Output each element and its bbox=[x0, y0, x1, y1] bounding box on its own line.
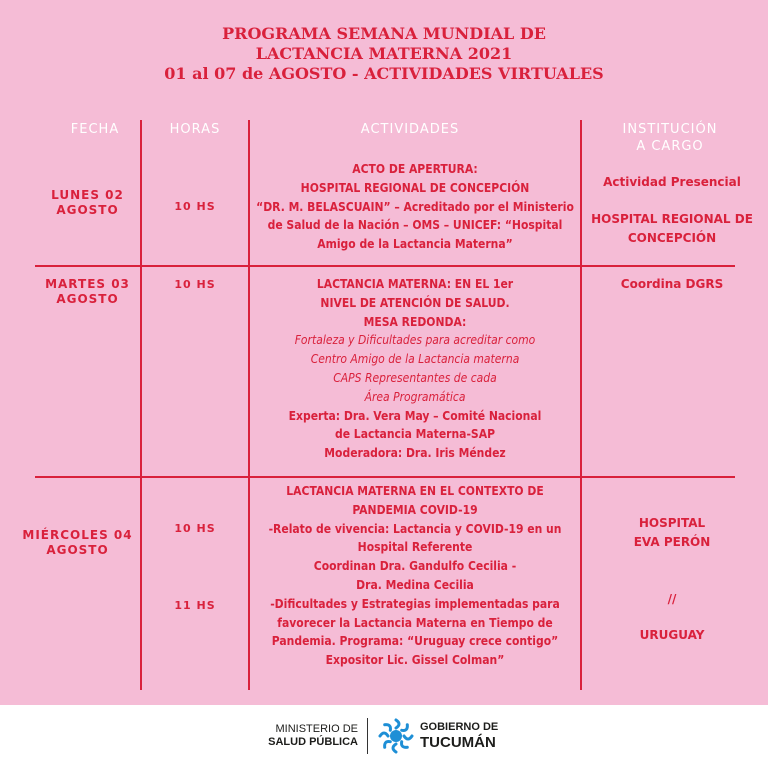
row-1-inst-line: CONCEPCIÓN bbox=[627, 230, 717, 245]
row-2-act-line: LACTANCIA MATERNA: EN EL 1er bbox=[316, 277, 514, 291]
row-3-act-line: -Dificultades y Estrategias implementadas para bbox=[270, 596, 560, 611]
row-1-act-line: de Salud de la Nación – OMS – UNICEF: “Hospital bbox=[267, 218, 563, 233]
row-2-fecha-line-2: AGOSTO bbox=[56, 292, 119, 306]
footer-divider bbox=[367, 718, 368, 754]
row-1-fecha bbox=[35, 188, 140, 218]
ministerio-line-2: SALUD PÚBLICA bbox=[268, 736, 358, 748]
sun-emblem-icon bbox=[376, 716, 416, 756]
row-divider-1 bbox=[35, 265, 735, 267]
row-1-hora: 10 HS bbox=[174, 200, 216, 213]
row-2-act-line: Moderadora: Dra. Iris Méndez bbox=[324, 446, 506, 461]
row-2-act-line: CAPS Representantes de cada bbox=[333, 370, 497, 385]
gobierno-logo-text bbox=[420, 721, 498, 751]
row-2-fecha-line-1: MARTES 03 bbox=[45, 277, 130, 291]
header-fecha: FECHA bbox=[70, 122, 120, 137]
row-3-hora-2: 11 HS bbox=[174, 599, 216, 612]
row-2-act-line: NIVEL DE ATENCIÓN DE SALUD. bbox=[320, 295, 510, 310]
row-3-act-line: Pandemia. Programa: “Uruguay crece contigo” bbox=[271, 634, 559, 649]
row-3-act-line: LACTANCIA MATERNA EN EL CONTEXTO DE bbox=[286, 484, 544, 498]
header-institucion-line-1: INSTITUCIÓN bbox=[622, 122, 718, 137]
row-2-act-line: MESA REDONDA: bbox=[363, 314, 467, 329]
row-3-hora-1: 10 HS bbox=[174, 522, 216, 535]
row-2-act-line: de Lactancia Materna-SAP bbox=[335, 427, 495, 442]
gobierno-line-2: TUCUMÁN bbox=[420, 734, 496, 751]
page-title bbox=[0, 24, 768, 84]
row-1-institucion bbox=[582, 173, 762, 247]
row-1-act-line: HOSPITAL REGIONAL DE CONCEPCIÓN bbox=[300, 180, 530, 195]
row-3-inst-line: EVA PERÓN bbox=[633, 534, 711, 549]
row-1-act-line: Amigo de la Lactancia Materna” bbox=[317, 237, 513, 252]
row-2-hora: 10 HS bbox=[174, 278, 216, 291]
row-2-act-line: Centro Amigo de la Lactancia materna bbox=[310, 352, 520, 367]
row-3-fecha-line-1: MIÉRCOLES 04 bbox=[22, 528, 133, 542]
title-line-1: PROGRAMA SEMANA MUNDIAL DE bbox=[222, 24, 546, 43]
row-3-institucion bbox=[582, 514, 762, 552]
header-actividades: ACTIVIDADES bbox=[360, 122, 460, 137]
title-line-3: 01 al 07 de AGOSTO - ACTIVIDADES VIRTUALES bbox=[164, 64, 604, 83]
row-3-act-line: Coordinan Dra. Gandulfo Cecilia - bbox=[313, 559, 517, 574]
row-2-act-line: Área Programática bbox=[364, 389, 466, 404]
row-2-actividades bbox=[250, 275, 580, 463]
row-3-inst-line: HOSPITAL bbox=[638, 516, 706, 530]
row-3-inst-separator: // bbox=[667, 592, 677, 606]
header-institucion-line-2: A CARGO bbox=[636, 139, 704, 154]
header-horas: HORAS bbox=[169, 122, 221, 137]
row-3-act-line: Hospital Referente bbox=[357, 540, 473, 555]
row-1-fecha-line-2: AGOSTO bbox=[56, 203, 119, 217]
row-3-actividades bbox=[250, 482, 580, 670]
row-2-act-line: Experta: Dra. Vera May – Comité Nacional bbox=[288, 408, 542, 423]
header-institucion bbox=[590, 121, 750, 155]
row-2-fecha bbox=[35, 277, 140, 307]
row-divider-2 bbox=[35, 476, 735, 478]
title-line-2: LACTANCIA MATERNA 2021 bbox=[255, 44, 513, 63]
gobierno-line-1: GOBIERNO DE bbox=[420, 721, 499, 733]
row-3-fecha-line-2: AGOSTO bbox=[46, 543, 109, 557]
row-3-act-line: PANDEMIA COVID-19 bbox=[352, 502, 478, 517]
row-1-act-line: “DR. M. BELASCUAIN” – Acreditado por el Ministerio bbox=[256, 199, 574, 214]
row-3-act-line: favorecer la Lactancia Materna en Tiempo de bbox=[277, 615, 553, 630]
row-1-inst-line: Actividad Presencial bbox=[603, 175, 741, 189]
row-3-act-line: Dra. Medina Cecilia bbox=[356, 577, 474, 592]
row-1-fecha-line-1: LUNES 02 bbox=[51, 188, 124, 202]
row-1-actividades bbox=[250, 160, 580, 254]
row-2-institucion bbox=[582, 275, 762, 294]
row-3-act-line: Expositor Lic. Gissel Colman” bbox=[325, 653, 505, 668]
row-3-inst-uruguay: URUGUAY bbox=[639, 628, 705, 642]
row-2-act-line: Fortaleza y Dificultades para acreditar como bbox=[294, 333, 536, 348]
row-3-act-line: -Relato de vivencia: Lactancia y COVID-19 en un bbox=[268, 521, 562, 536]
row-1-inst-line: HOSPITAL REGIONAL DE bbox=[591, 211, 753, 226]
ministerio-line-1: MINISTERIO DE bbox=[275, 723, 358, 735]
footer bbox=[0, 705, 768, 768]
row-1-act-line: ACTO DE APERTURA: bbox=[352, 162, 478, 176]
ministerio-logo-text bbox=[230, 723, 358, 749]
row-3-fecha bbox=[15, 528, 140, 558]
row-2-inst-line: Coordina DGRS bbox=[620, 277, 724, 291]
